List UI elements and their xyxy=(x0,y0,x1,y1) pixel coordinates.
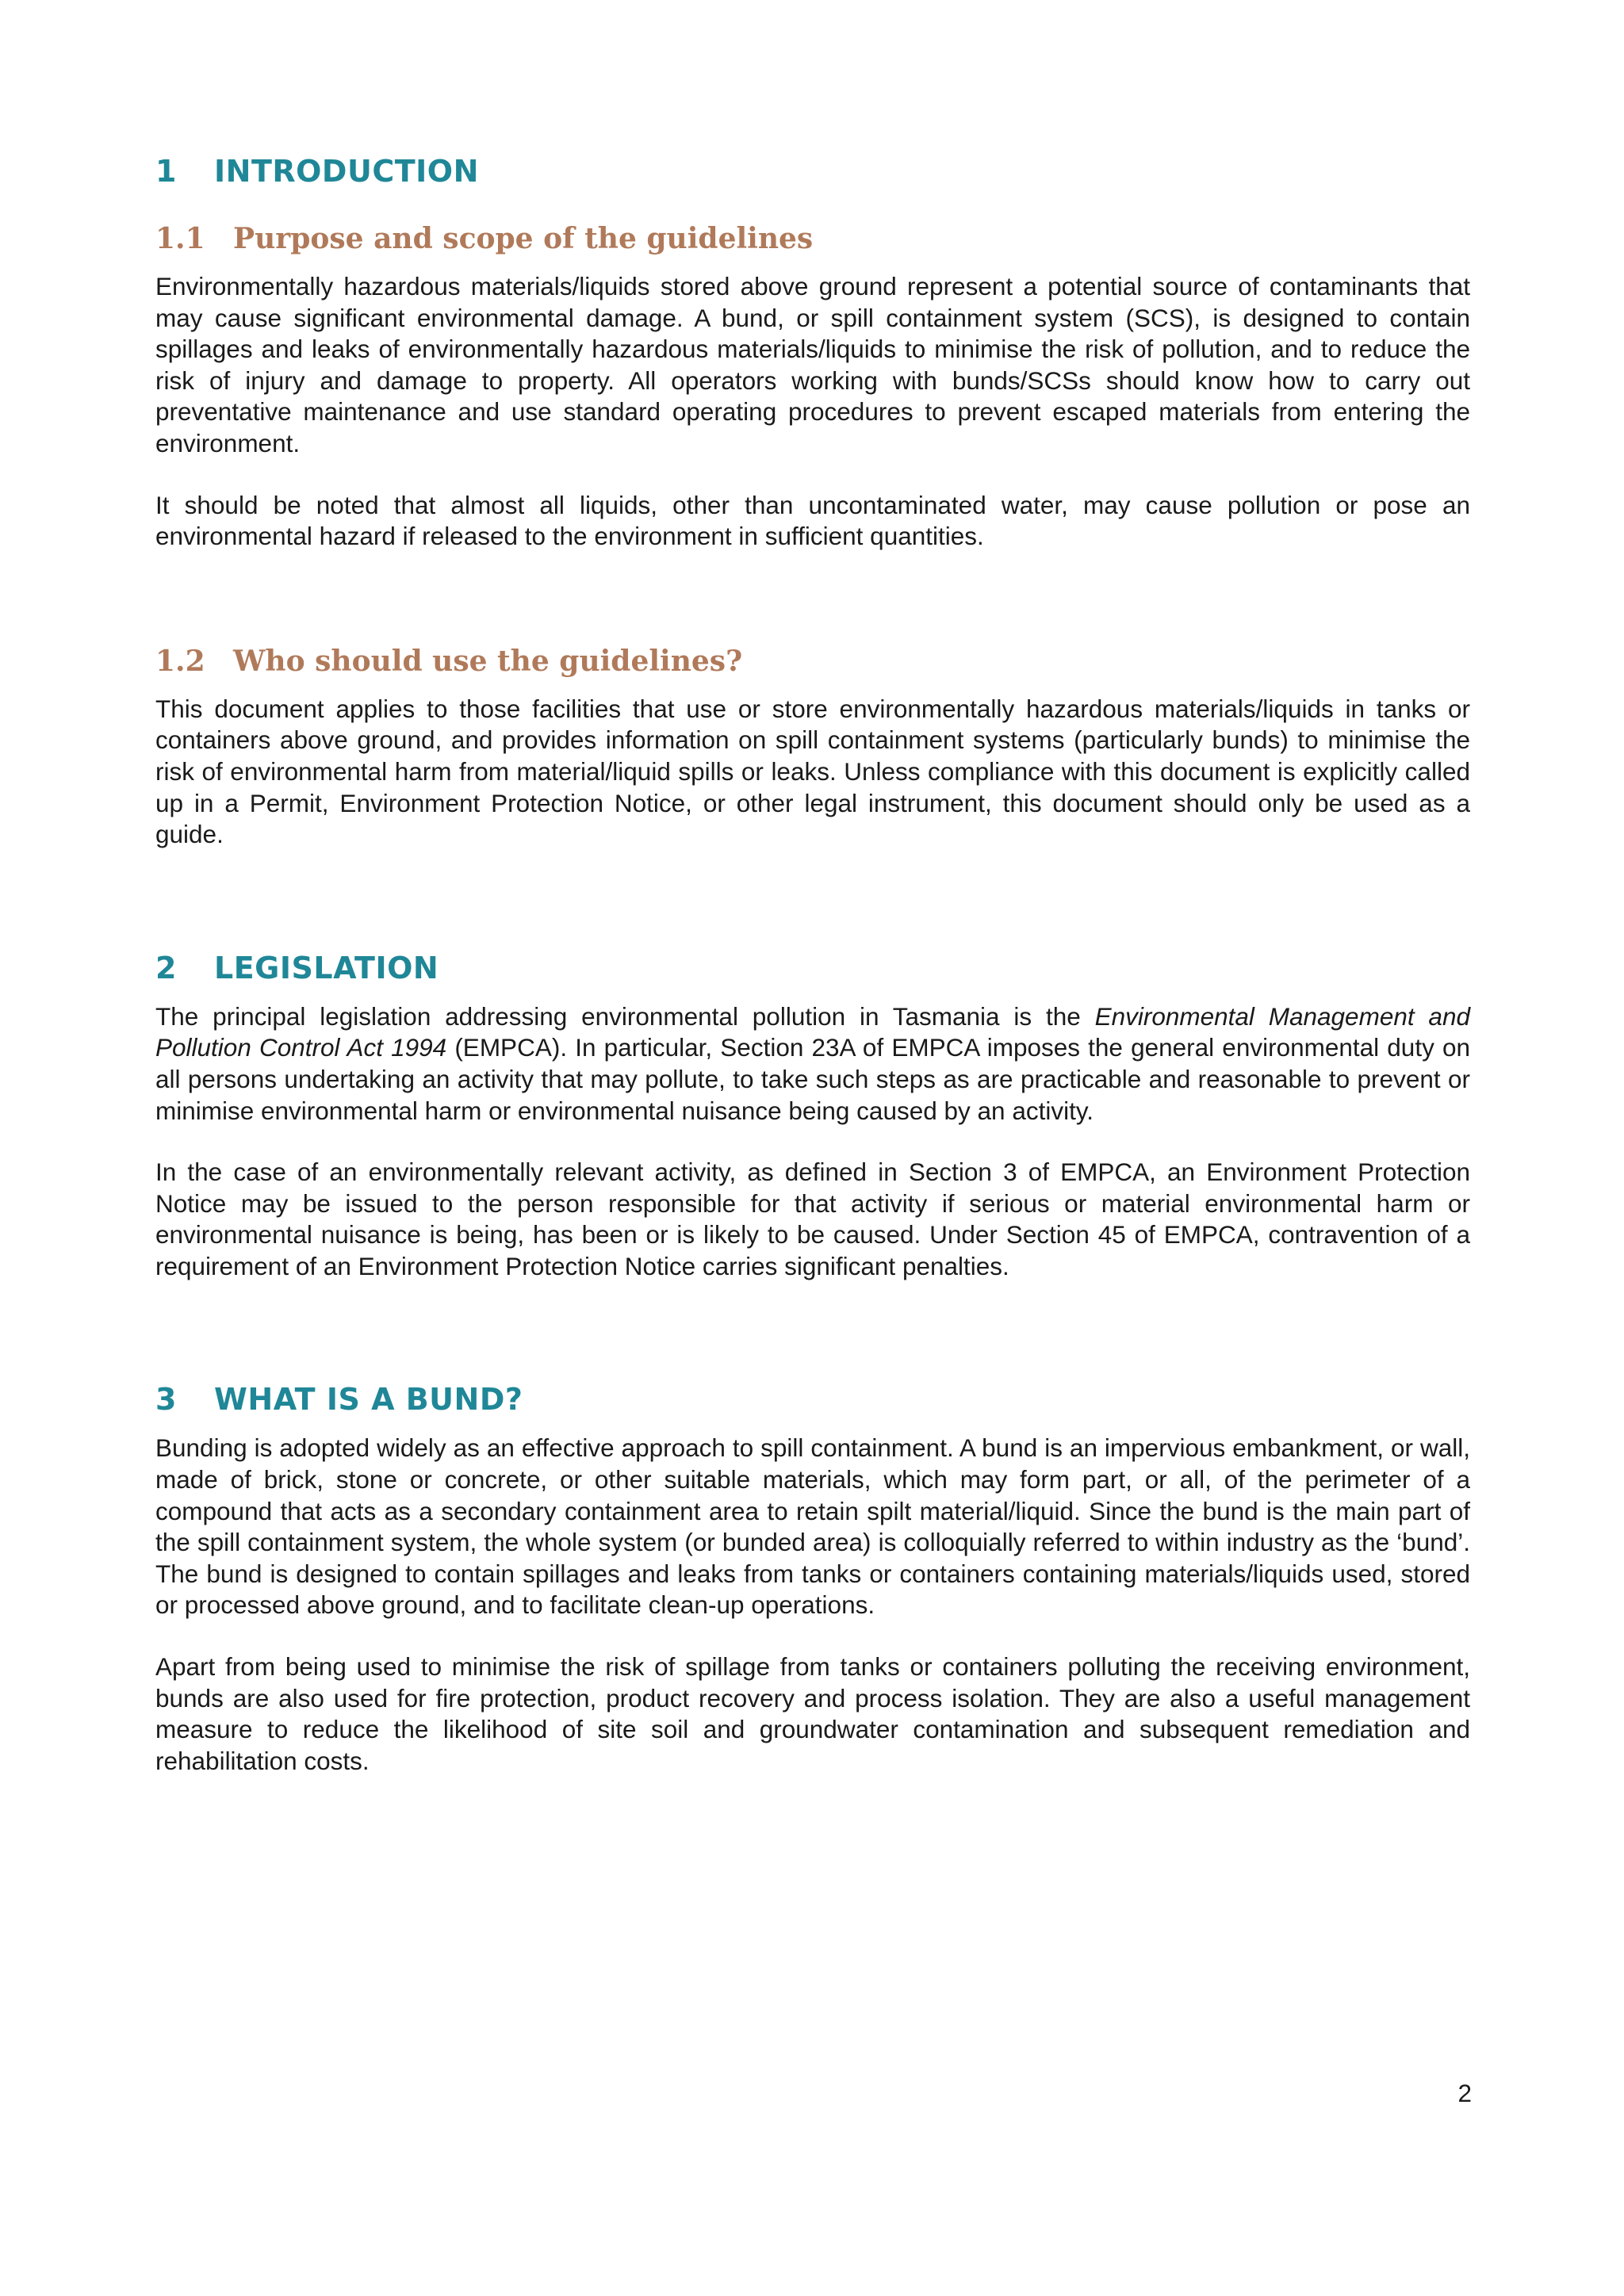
section-title: INTRODUCTION xyxy=(214,154,479,189)
section-1-heading xyxy=(155,149,1470,193)
act-title: Environmental Management and Pollution Control Act 1994 xyxy=(155,1001,1470,1062)
paragraph: Apart from being used to minimise the risk of spillage from tanks or containers polluting the receiving environment, bunds are also used for fire protection, product recovery and process isolation. They are also a useful management measure to reduce the likelihood of site soil and groundwater contamination and subsequent remediation and rehabilitation costs. xyxy=(155,1652,1470,1775)
section-title: LEGISLATION xyxy=(214,950,439,985)
section-2-heading xyxy=(155,946,1470,990)
paragraph: This document applies to those facilities that use or store environmentally hazardous materials/liquids in tanks or containers above ground, and provides information on spill containment systems (particularly bunds) to minimise the risk of environmental harm from material/liquid spills or leaks. Unless compliance with this document is explicitly called up in a Permit, Environment Protection Notice, or other legal instrument, this document should only be used as a guide. xyxy=(155,694,1470,849)
section-number: 1.2 xyxy=(155,644,205,678)
page-number: 2 xyxy=(1457,2079,1472,2107)
section-number: 1 xyxy=(155,154,177,189)
paragraph xyxy=(155,1001,1470,1127)
paragraph: It should be noted that almost all liquids, other than uncontaminated water, may cause pollution or pose an environmental hazard if released to the environment in sufficient quantities. xyxy=(155,490,1470,551)
section-3-heading xyxy=(155,1377,1470,1422)
section-title: Purpose and scope of the guidelines xyxy=(233,222,814,255)
section-number: 1.1 xyxy=(155,222,205,255)
paragraph: Bunding is adopted widely as an effective approach to spill containment. A bund is an impervious embankment, or wall, made of brick, stone or concrete, or other suitable materials, which may form part, or all, of the perimeter of a compound that acts as a secondary containment area to retain spilt material/liquid. Since the bund is the main part of the spill containment system, the whole system (or bunded area) is colloquially referred to within industry as the ‘bund’. The bund is designed to contain spillages and leaks from tanks or containers containing materials/liquids used, stored or processed above ground, and to facilitate clean-up operations. xyxy=(155,1433,1470,1620)
section-title: WHAT IS A BUND? xyxy=(214,1382,523,1418)
paragraph: In the case of an environmentally relevant activity, as defined in Section 3 of EMPCA, an Environment Protection Notice may be issued to the person responsible for that activity if serious or material environmental harm or environmental nuisance is being, has been or is likely to be caused. Under Section 45 of EMPCA, contravention of a requirement of an Environment Protection Notice carries significant penalties. xyxy=(155,1158,1470,1280)
page-content xyxy=(155,149,1470,1777)
section-number: 3 xyxy=(155,1382,177,1418)
section-number: 2 xyxy=(155,950,177,985)
section-1-2-heading xyxy=(155,640,1470,683)
text-run: (EMPCA). In particular, Section 23A of EMPCA imposes the general environmental duty on all persons undertaking an activity that may pollute, to take such steps as are practicable and reasonable to prevent or minimise environmental harm or environmental nuisance being caused by an activity. xyxy=(155,1033,1470,1125)
section-1-1-heading xyxy=(155,217,1470,260)
paragraph: Environmentally hazardous materials/liquids stored above ground represent a potential source of contaminants that may cause significant environmental damage. A bund, or spill containment system (SCS), is designed to contain spillages and leaks of environmentally hazardous materials/liquids to minimise the risk of pollution, and to reduce the risk of injury and damage to property. All operators working with bunds/SCSs should know how to carry out preventative maintenance and use standard operating procedures to prevent escaped materials from entering the environment. xyxy=(155,272,1470,457)
section-title: Who should use the guidelines? xyxy=(233,644,743,678)
text-run: The principal legislation addressing environmental pollution in Tasmania is the xyxy=(155,1001,1095,1031)
